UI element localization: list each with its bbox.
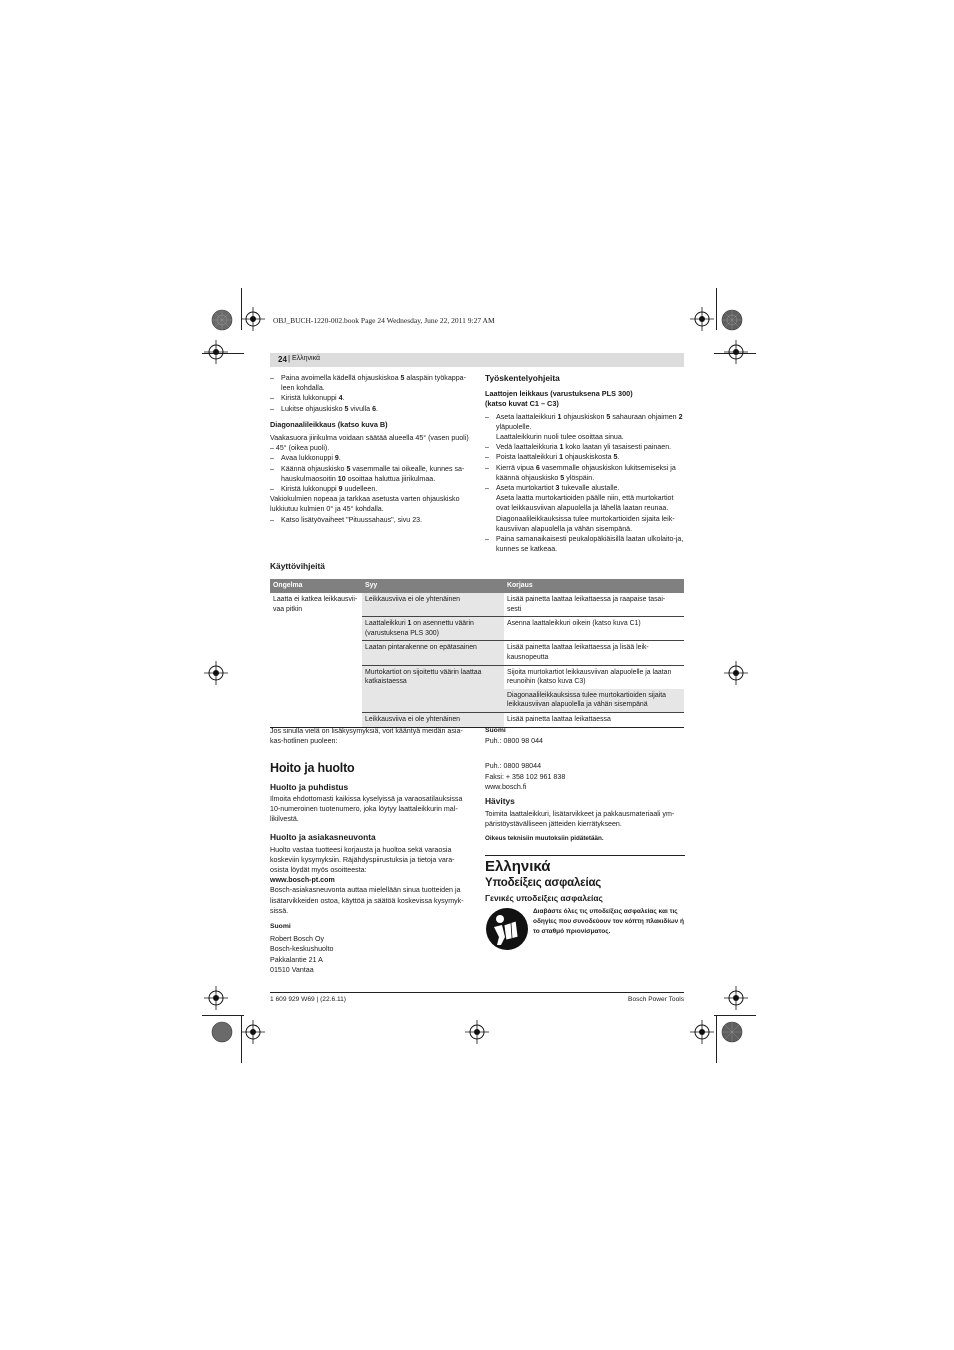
troubleshooting-table <box>270 579 684 728</box>
list-item: – Kiristä lukkonuppi 9 uudelleen. <box>270 485 378 494</box>
table-cell: Diagonaalileikkauksissa tulee murtokartioiden sijaita leikkausviivan alapuolella ja vähän sisempänä <box>504 689 684 713</box>
table-cell: Laatan pintarakenne on epätasainen <box>362 641 504 665</box>
address-line: 01510 Vantaa <box>270 965 314 974</box>
list-item: – Kierrä vipua 6 vasemmalle ohjauskiskon lukitsemiseksi ja käännä ohjauskisko 5 ylöspäin. <box>485 463 676 482</box>
registration-mark-icon <box>204 340 228 364</box>
registration-mark-icon <box>465 1020 489 1044</box>
crop-line <box>202 1015 244 1016</box>
table-header-row <box>270 579 684 593</box>
color-dial-icon <box>211 309 233 331</box>
list-item: – Lukitse ohjauskisko 5 vivulla 6. <box>270 404 379 413</box>
list-item: – Katso lisätyövaiheet "Pituussahaus", sivu 23. <box>270 515 423 524</box>
section-heading: Diagonaalileikkaus (katso kuva B) <box>270 419 388 429</box>
bottom-right-column <box>485 726 685 951</box>
country-label: Suomi <box>270 923 291 931</box>
left-column <box>270 373 470 525</box>
list-item: – Avaa lukkonuppi 9. <box>270 454 341 463</box>
safety-warning: Διαβάστε όλες τις υποδείξεις ασφαλείας και τις οδηγίες που συνοδεύουν τον κόπτη πλακιδίων ή το σταθμό πριονίσματος. <box>533 908 685 936</box>
crop-line <box>716 288 717 330</box>
footer-brand: Bosch Power Tools <box>628 996 684 1003</box>
page-number: 24 <box>278 355 287 364</box>
page-bar <box>270 353 684 367</box>
table-row <box>270 593 684 617</box>
table-cell: Laattaleikkuri 1 on asennettu väärin (varustuksena PLS 300) <box>362 617 504 641</box>
paragraph: Ilmoita ehdottomasti kaikissa kyselyissä ja varaosatilauksissa 10-numeroinen tuotenumero, joka löytyy laattaleikkurin mal-likilvestä. <box>270 794 463 824</box>
paragraph: Huolto vastaa tuotteesi korjausta ja huoltoa sekä varaosia koskeviin kysymyksiin. Räjähdyspiirustuksia ja tietoja vara-osista löydät myös osoitteesta: <box>270 845 455 875</box>
paragraph: Vakiokulmien nopeaa ja tarkkaa asetusta varten ohjauskisko lukkiutuu kulmien 0° ja 45° kohdalla. <box>270 495 460 514</box>
list-item: – Aseta murtokartiot 3 tukevalle alustalle. Aseta laatta murtokartioiden päälle niin, että murtokartiot ovat leikkausviivan alapuolella ja lähellä laatan reunaa. Diagonaalileikkauksissa tulee murtokartioiden sijaita leik-kausviivan alapuolella ja vähän sisempänä. <box>485 484 675 533</box>
paragraph: Vaakasuora jiirikulma voidaan säätää alueella 45° (vasen puoli) – 45° (oikea puoli). <box>270 434 469 453</box>
registration-mark-icon <box>241 307 265 331</box>
table-cell: Leikkausviiva ei ole yhtenäinen <box>362 712 504 727</box>
table-cell: Lisää painetta laattaa leikattaessa ja raapaise tasai- sesti <box>504 593 684 617</box>
color-dial-icon <box>721 309 743 331</box>
section-heading: Hävitys <box>485 796 515 807</box>
registration-mark-icon <box>690 1020 714 1044</box>
registration-mark-icon <box>724 661 748 685</box>
read-manual-icon <box>485 907 529 951</box>
fax-line: Faksi: + 358 102 961 838 <box>485 772 566 781</box>
paragraph: Toimita laattaleikkuri, lisätarvikkeet ja pakkausmateriaali ym-päristöystävälliseen jätteiden kierrätykseen. <box>485 810 675 829</box>
sub-heading: Laattojen leikkaus (varustuksena PLS 300) <box>485 389 633 399</box>
book-header: OBJ_BUCH-1220-002.book Page 24 Wednesday, June 22, 2011 9:27 AM <box>273 316 495 325</box>
table-header: Korjaus <box>504 579 684 593</box>
registration-mark-icon <box>724 340 748 364</box>
paragraph: Bosch-asiakasneuvonta auttaa mielellään sinua tuotteiden ja lisätarvikkeiden ostoa, käyttöä ja säätöä koskevissa kysymyk-sissä. <box>270 886 464 915</box>
phone-line: Puh.: 0800 98 044 <box>485 737 543 746</box>
table-cell: Asenna laattaleikkuri oikein (katso kuva C1) <box>504 617 684 641</box>
address-line: Pakkalantie 21 A <box>270 955 323 964</box>
gray-dial-icon <box>211 1021 233 1043</box>
address-line: Bosch-keskushuolto <box>270 945 334 954</box>
section-heading: Työskentelyohjeita <box>485 373 560 383</box>
registration-mark-icon <box>204 661 228 685</box>
list-item: – Paina avoimella kädellä ohjauskiskoa 5 alaspäin työkappa-leen kohdalla. <box>270 374 466 393</box>
list-item: – Paina samanaikaisesti peukalopäkiäisillä laatan ulkolaito-ja, kunnes se katkeaa. <box>485 535 684 554</box>
right-column <box>485 373 685 554</box>
country-label: Suomi <box>485 727 506 734</box>
list-item: – Aseta laattaleikkuri 1 ohjauskiskon 5 sahauraan ohjaimen 2 yläpuolelle. Laattaleikkurin nuoli tulee osoittaa sinua. <box>485 412 683 442</box>
address-line: Robert Bosch Oy <box>270 935 325 944</box>
bottom-left-column <box>270 726 470 975</box>
table-cell: Lisää painetta laattaa leikattaessa ja lisää leik- kausnopeutta <box>504 641 684 665</box>
registration-mark-icon <box>204 986 228 1010</box>
paragraph: Jos sinulla vielä on lisäkysymyksiä, voit kääntyä meidän asia-kas-hotlinen puoleen: <box>270 727 463 746</box>
footer-rule <box>270 992 684 993</box>
list-item: – Kiristä lukkonuppi 4. <box>270 394 345 403</box>
table-cell: Leikkausviiva ei ole yhtenäinen <box>362 593 504 617</box>
table-cell: Sijoita murtokartiot leikkausviivan alapuolelle ja laatan reunoihin (katso kuva C3) <box>507 668 672 686</box>
section-heading: Γενικές υποδείξεις ασφαλείας <box>485 893 603 904</box>
phone-line: Puh.: 0800 98044 <box>485 762 542 771</box>
color-dial-icon <box>721 1021 743 1043</box>
page-language: Ελληνικά <box>292 355 321 362</box>
registration-mark-icon <box>241 1020 265 1044</box>
registration-mark-icon <box>724 986 748 1010</box>
table-cell: Laatta ei katkea leikkausvii-vaa pitkin <box>270 593 362 727</box>
section-title: Υποδείξεις ασφαλείας <box>485 877 602 890</box>
section-title: Hoito ja huolto <box>270 761 355 776</box>
footer-code: 1 609 929 W69 | (22.6.11) <box>270 996 347 1003</box>
sub-heading: (katso kuvat C1 – C3) <box>485 399 559 409</box>
section-heading: Huolto ja asiakasneuvonta <box>270 832 376 843</box>
table-header: Syy <box>362 579 504 593</box>
section-heading: Huolto ja puhdistus <box>270 781 349 792</box>
notice: Oikeus teknisiin muutoksiin pidätetään. <box>485 834 604 842</box>
table-header: Ongelma <box>270 579 362 593</box>
page-separator: | <box>288 354 291 363</box>
crop-line <box>716 1015 717 1063</box>
registration-mark-icon <box>690 307 714 331</box>
web-link[interactable]: www.bosch.fi <box>485 782 527 791</box>
table-cell: Murtokartiot on sijoitettu väärin laattaa katkaistaessa <box>362 665 504 712</box>
list-item: – Vedä laattaleikkuria 1 koko laatan yli tasaisesti painaen. <box>485 443 672 452</box>
list-item: – Käännä ohjauskisko 5 vasemmalle tai oikealle, kunnes sa-hauskulmaosoitin 10 osoittaa haluttua jiirikulmaa. <box>270 464 465 483</box>
language-title: Ελληνικά <box>485 857 551 875</box>
section-heading: Käyttövihjeitä <box>270 561 325 571</box>
service-link[interactable]: www.bosch-pt.com <box>270 876 335 885</box>
table-cell: Lisää painetta laattaa leikattaessa <box>504 712 684 727</box>
crop-line <box>714 1015 756 1016</box>
list-item: – Poista laattaleikkuri 1 ohjauskiskosta 5. <box>485 453 620 462</box>
